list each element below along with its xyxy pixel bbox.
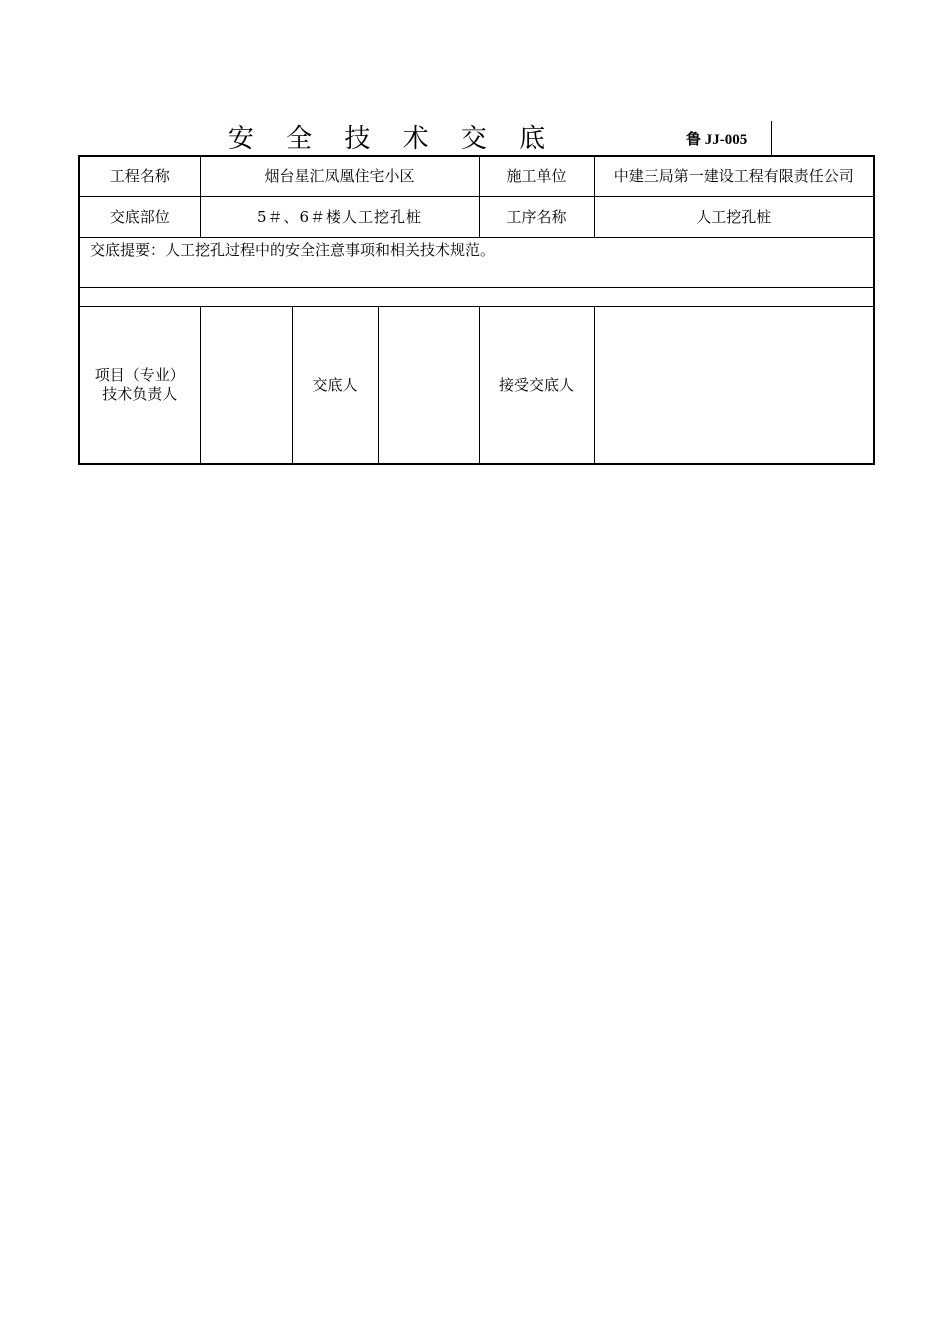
code-divider	[771, 121, 772, 156]
process-label: 工序名称	[479, 197, 594, 238]
document-title: 安 全 技 术 交 底	[227, 124, 558, 154]
summary-row	[79, 238, 874, 288]
receiver-signature-field[interactable]	[594, 307, 874, 465]
construction-unit-value: 中建三局第一建设工程有限责任公司	[594, 156, 874, 197]
blank-cell	[79, 288, 874, 307]
tech-lead-signature-field[interactable]	[200, 307, 292, 465]
document-code: 鲁 JJ-005	[686, 132, 748, 148]
project-name-value: 烟台星汇凤凰住宅小区	[200, 156, 479, 197]
part-value: 5＃、6＃楼人工挖孔桩	[200, 197, 479, 238]
spacer-row	[79, 288, 874, 307]
receiver-label: 接受交底人	[479, 307, 594, 465]
construction-unit-label: 施工单位	[479, 156, 594, 197]
process-value: 人工挖孔桩	[594, 197, 874, 238]
disclosure-form-table	[78, 155, 875, 465]
tech-lead-label	[79, 307, 200, 465]
discloser-signature-field[interactable]	[378, 307, 479, 465]
signature-row	[79, 307, 874, 465]
part-label: 交底部位	[79, 197, 200, 238]
disclosure-summary: 交底提要：人工挖孔过程中的安全注意事项和相关技术规范。	[79, 238, 874, 288]
project-name-label: 工程名称	[79, 156, 200, 197]
discloser-label: 交底人	[292, 307, 378, 465]
part-row	[79, 197, 874, 238]
tech-lead-label-line1: 项目（专业）	[94, 366, 185, 384]
project-row	[79, 156, 874, 197]
tech-lead-label-line2: 技术负责人	[102, 385, 178, 403]
